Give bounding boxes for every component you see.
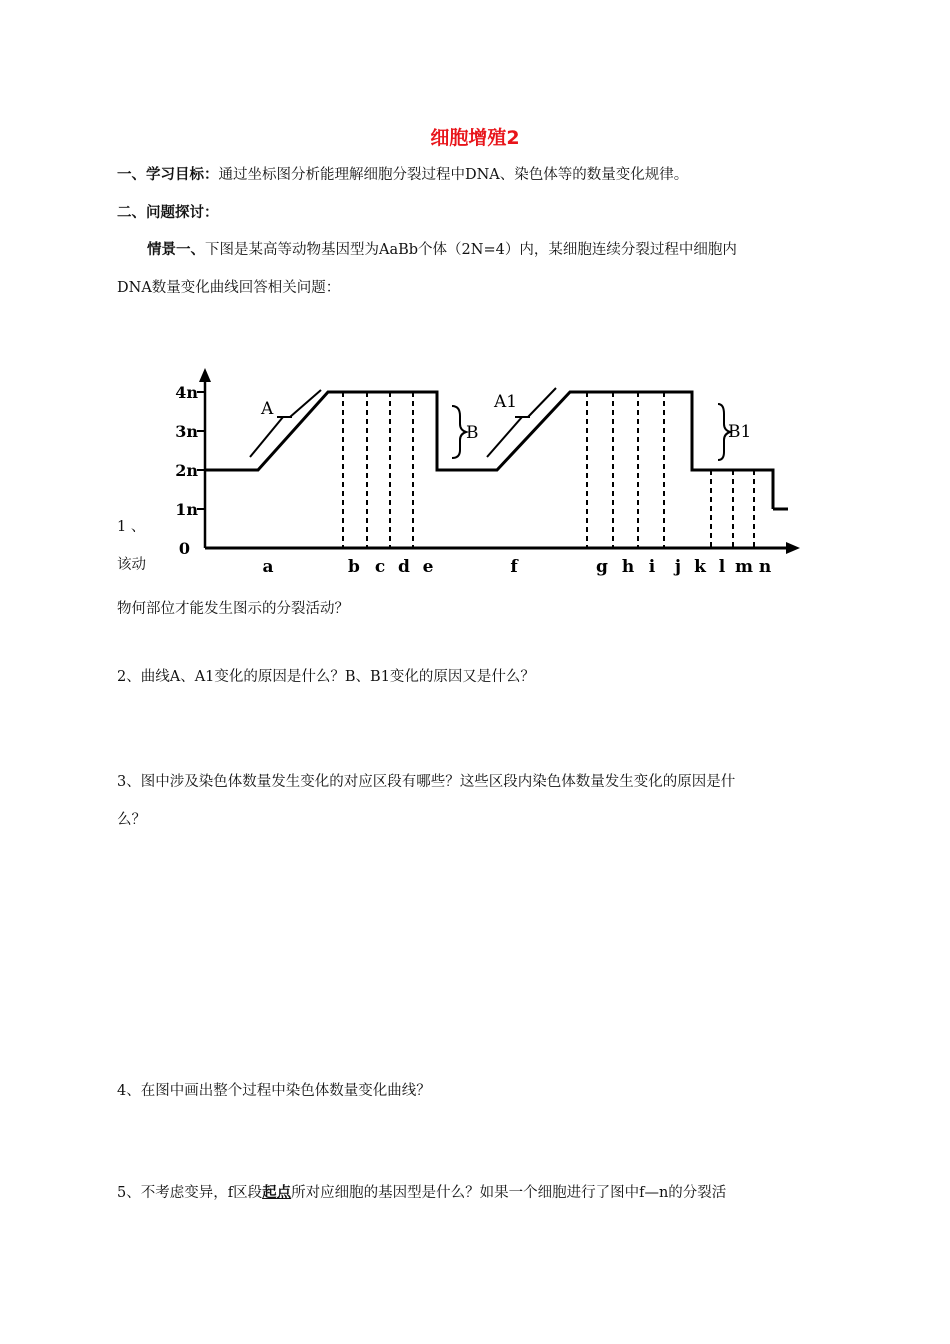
learning-objective-text: 通过坐标图分析能理解细胞分裂过程中DNA、染色体等的数量变化规律。 xyxy=(218,167,689,183)
q1-text-a: 该动 xyxy=(117,557,146,573)
q1-number: 1 、 xyxy=(117,519,146,535)
question-5-text-c: 所对应细胞的基因型是什么？如果一个细胞进行了图中f—n的分裂活 xyxy=(291,1185,727,1201)
question-3-line1: 3、图中涉及染色体数量发生变化的对应区段有哪些？这些区段内染色体数量发生变化的原因是什 xyxy=(117,774,736,790)
scene-intro-line1 xyxy=(147,238,737,259)
annotation-B: B xyxy=(466,423,479,443)
y-tick-label-0: 0 xyxy=(178,539,190,558)
x-axis-arrow xyxy=(786,542,800,554)
q1-text-b: 物何部位才能发生图示的分裂活动？ xyxy=(117,601,349,617)
dna-curve xyxy=(205,392,773,509)
question-5-start-point: 起点 xyxy=(262,1185,292,1201)
x-label-g: g xyxy=(596,557,608,577)
x-label-h: h xyxy=(621,557,635,577)
brace-B xyxy=(452,406,466,458)
x-label-k: k xyxy=(694,557,706,577)
x-label-f: f xyxy=(510,557,518,577)
annotation-A-line-lower xyxy=(250,417,283,457)
x-label-b: b xyxy=(348,557,360,577)
scene-label: 情景一、 xyxy=(147,242,205,258)
x-label-m: m xyxy=(735,557,753,577)
question-5-text-a: 5、不考虑变异，f区段 xyxy=(117,1185,263,1201)
annotation-A1: A1 xyxy=(494,392,518,412)
learning-objective-label: 一、学习目标： xyxy=(117,167,219,183)
x-label-a: a xyxy=(262,557,274,577)
annotation-A: A xyxy=(261,399,274,419)
scene-intro-line2: DNA数量变化曲线回答相关问题： xyxy=(117,280,341,296)
x-label-c: c xyxy=(374,557,386,577)
x-label-d: d xyxy=(398,557,410,577)
scene-text1: 下图是某高等动物基因型为AaBb个体（2N=4）内，某细胞连续分裂过程中细胞内 xyxy=(205,242,737,258)
y-tick-label-1n: 1n xyxy=(175,500,198,519)
y-tick-label-2n: 2n xyxy=(175,461,198,480)
question-4: 4、在图中画出整个过程中染色体数量变化曲线？ xyxy=(117,1083,431,1099)
x-label-j: j xyxy=(674,557,682,577)
x-label-e: e xyxy=(422,557,434,577)
learning-objective xyxy=(117,163,688,184)
x-label-n: n xyxy=(758,557,772,577)
question-5 xyxy=(117,1181,726,1202)
discussion-heading: 二、问题探讨： xyxy=(117,205,219,221)
annotation-B1: B1 xyxy=(728,422,752,442)
question-2: 2、曲线A、A1变化的原因是什么？B、B1变化的原因又是什么？ xyxy=(117,669,535,685)
y-tick-label-3n: 3n xyxy=(175,422,198,441)
x-label-i: i xyxy=(648,557,656,577)
question-3-line2: 么？ xyxy=(117,812,146,828)
y-axis-arrow xyxy=(199,368,211,382)
page-title: 细胞增殖2 xyxy=(430,127,520,149)
x-label-l: l xyxy=(718,557,726,577)
y-tick-label-4n: 4n xyxy=(175,383,198,402)
